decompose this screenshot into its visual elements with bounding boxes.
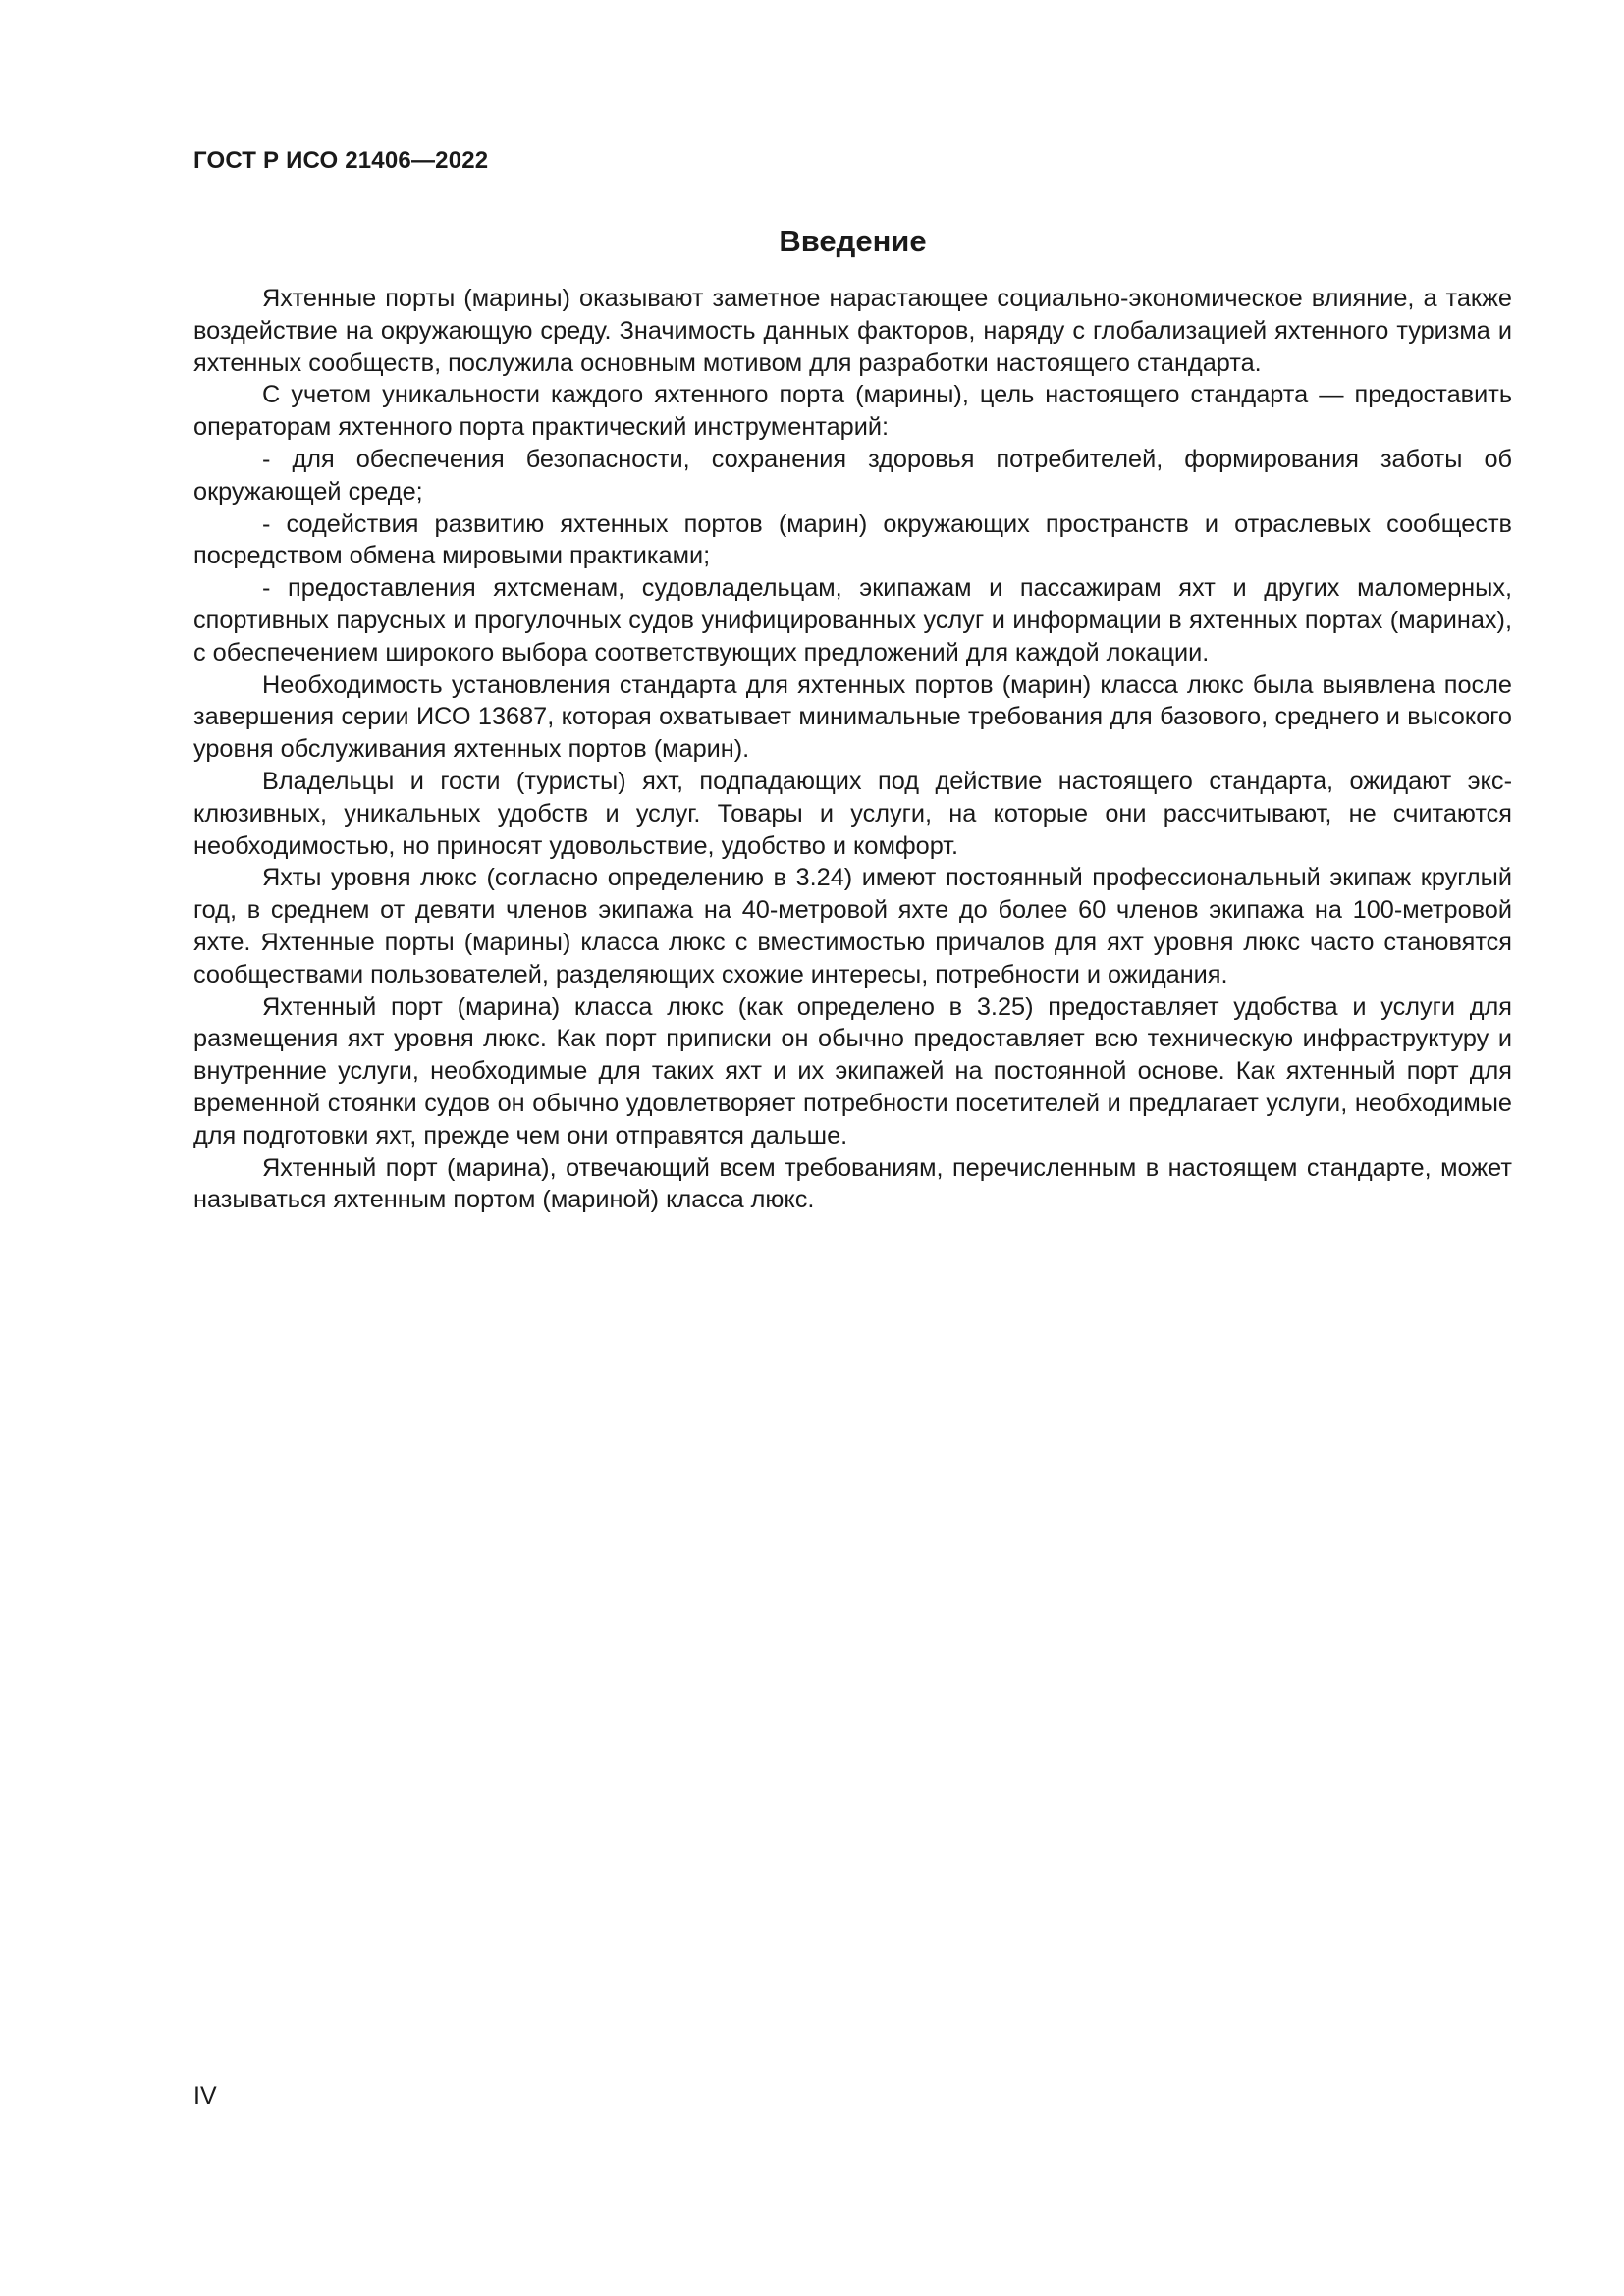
list-item: - предоставления яхтсменам, судовладельцам, экипажам и пассажирам яхт и других маломерных, спортивных парусных и прогулочных судов унифицированных услуг и информации в яхтенных портах (маринах), с обеспечением широкого выбора соответствующих предложений для каждой локации. (193, 574, 1512, 667)
page-number: IV (193, 2082, 217, 2109)
list-item: - для обеспечения безопасности, сохранения здоровья потребителей, формирования заботы об окружающей среде; (193, 445, 1512, 506)
paragraph: С учетом уникальности каждого яхтенного порта (марины), цель настоящего стандарта — предоставить операторам яхтенного порта практический инструментарий: (193, 381, 1512, 442)
paragraph: Яхтенный порт (марина), отвечающий всем требованиям, перечисленным в настоящем стандарте, может называться яхтенным портом (мариной) класса люкс. (193, 1153, 1512, 1214)
document-header: ГОСТ Р ИСО 21406—2022 (193, 147, 489, 174)
list-item: - содействия развитию яхтенных портов (марин) окружающих пространств и отраслевых сообществ посредством обмена мировыми практиками; (193, 509, 1512, 570)
paragraph: Яхты уровня люкс (согласно определению в 3.24) имеют постоянный профессиональный экипаж круглый год, в среднем от девяти членов экипажа на 40-метровой яхте до более 60 членов экипажа на 100-метровой яхте. Яхтенные порты (марины) класса люкс с вместимостью причалов для яхт уровня люкс часто становятся сообществами пользователей, разделяющих схожие интересы, потребности и ожидания. (193, 864, 1512, 988)
paragraph: Яхтенный порт (марина) класса люкс (как определено в 3.25) предоставляет удобства и услуги для размещения яхт уровня люкс. Как порт приписки он обычно предоставляет всю техническую инфраструктуру и внутренние услуги, необходимые для таких яхт и их экипажей на постоянной основе. Как яхтенный порт для временной стоянки судов он обычно удовлетворяет потребности посетителей и предлагает услуги, необходимые для подготовки яхт, прежде чем они отправятся дальше. (193, 992, 1512, 1149)
paragraph: Необходимость установления стандарта для яхтенных портов (марин) класса люкс была выявлена после завершения серии ИСО 13687, которая охватывает минимальные требования для базового, среднего и высокого уровня обслуживания яхтенных портов (марин). (193, 670, 1512, 764)
paragraph: Владельцы и гости (туристы) яхт, подпадающих под действие настоящего стандарта, ожидают эксклюзивных, уникальных удобств и услуг. Товары и услуги, на которые они рассчитывают, не считаются необходимостью, но приносят удовольствие, удобство и комфорт. (193, 767, 1512, 860)
paragraph: Яхтенные порты (марины) оказывают заметное нарастающее социально-экономическое влияние, а также воздействие на окружающую среду. Значимость данных факторов, наряду с глобализацией яхтенного туризма и яхтенных сообществ, послужила основным мотивом для разработки настоящего стандарта. (193, 285, 1512, 377)
section-title: Введение (779, 224, 927, 258)
body-text (193, 283, 1512, 1216)
